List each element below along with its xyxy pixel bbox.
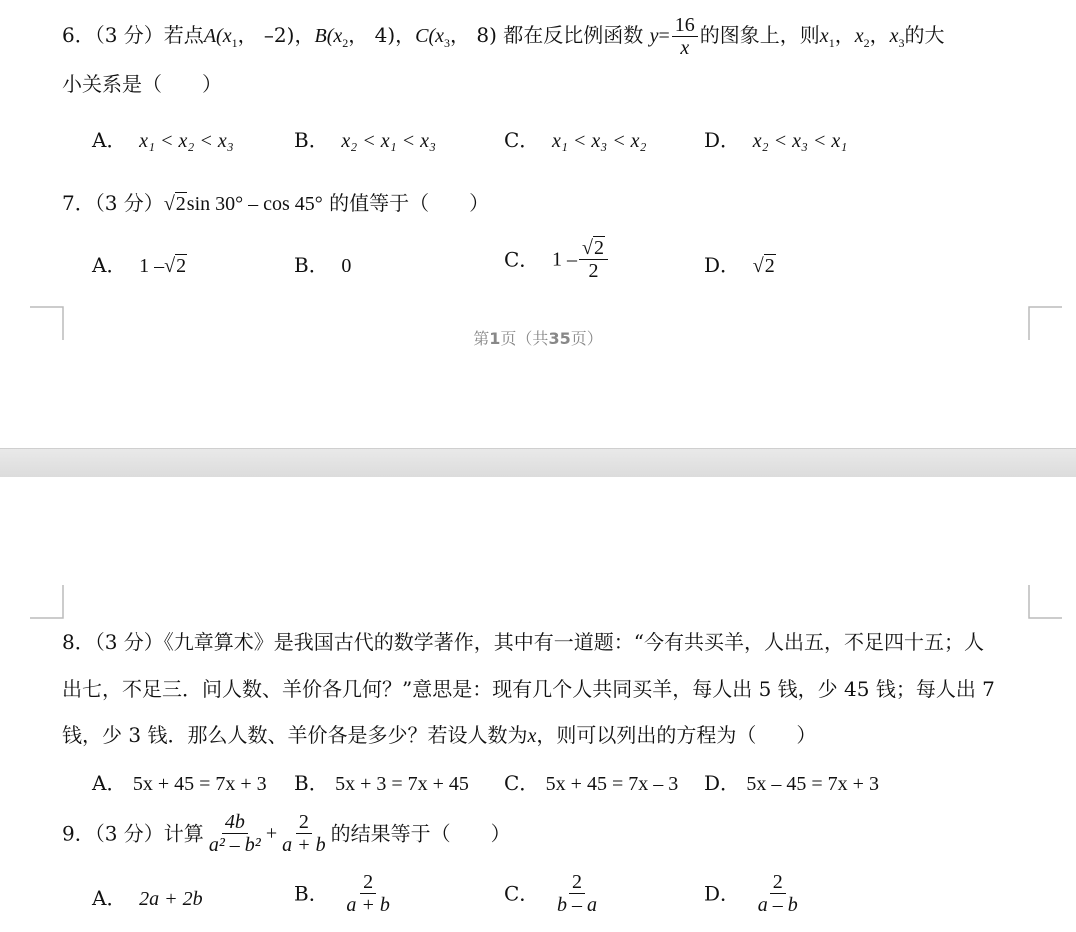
margin-corner-mark [30,585,64,619]
var-x1: x [819,25,829,47]
option-label: D． [704,881,741,906]
option-expr: 5x + 45 = 7x + 3 [132,773,267,795]
frac-den: a – b [757,894,798,916]
frac-num: 4b [222,811,248,834]
question-6-option-c[interactable] [504,126,647,155]
option-expr: 2a + 2b [139,888,203,910]
question-6-option-a[interactable] [92,126,234,155]
sqrt-2: √2 [752,255,775,277]
frac-num: 16 [672,14,698,37]
option-label: A． [92,253,127,277]
question-7-number: 7．（3 分） [62,191,164,215]
question-8-option-d[interactable] [704,769,879,798]
option-expr: 0 [341,255,352,277]
option-label: C． [504,881,540,906]
radicand: 2 [176,255,187,277]
var-x: x [527,725,537,747]
fraction-16-over-x [672,14,698,59]
question-8-option-c[interactable] [504,769,678,798]
frac-num: 2 [569,871,585,894]
var-x3: x [889,25,899,47]
sep-2: ， [869,23,890,47]
func-y: y [649,25,659,47]
option-label: B． [294,771,329,795]
option-fraction [554,871,600,916]
page-separator [0,448,1076,478]
question-6-option-b[interactable] [294,126,436,155]
option-expr: x₁ < x₃ < x₂ [552,130,647,152]
question-6-number: 6．（3 分）若点 [62,23,204,47]
question-7-option-b[interactable] [294,251,351,280]
margin-corner-mark [1028,585,1062,619]
point-a-x: (x [216,25,232,47]
point-b-rest: ， 4)， [348,23,416,47]
sep-1: ， [834,23,855,47]
option-label: B． [294,253,329,277]
question-8-option-a[interactable] [92,769,267,798]
frac-den: a + b [282,834,326,856]
option-expr: x₁ < x₂ < x₃ [139,130,234,152]
sqrt-2: √2 [163,193,186,215]
option-expr: 5x + 45 = 7x – 3 [545,773,679,795]
option-expr: 5x + 3 = 7x + 45 [335,773,469,795]
sqrt-2: √2 [164,255,187,277]
option-label: A． [92,886,127,910]
option-expr: 1 – [139,255,165,277]
question-7-option-d[interactable] [704,251,776,280]
point-c-x: (x [428,25,445,47]
frac-num: √2 [579,237,608,260]
radicand: 2 [175,193,186,215]
question-9-option-b[interactable] [294,871,395,916]
footer-text: 第 [473,329,490,348]
option-label: A． [92,771,127,795]
question-6-option-d[interactable] [704,126,847,155]
frac-den: a + b [346,894,390,916]
option-label: B． [294,881,329,906]
question-9-stem [62,811,511,856]
question-7-option-c[interactable] [504,237,610,282]
document-page-2 [0,477,1076,932]
question-9-option-c[interactable] [504,871,602,916]
frac-num: 2 [296,811,312,834]
line3-text: 钱，少 3 钱．那么人数、羊价各是多少？若设人数为 [62,723,528,747]
line3-text: ，则可以列出的方程为（ ） [536,723,817,747]
question-6-after: 的图象上，则 [699,23,820,47]
plus-sign: + [265,822,278,845]
question-9-option-a[interactable] [92,884,203,913]
footer-text: 页） [570,329,603,348]
point-b: B [314,25,327,47]
point-a: A [203,25,217,47]
frac-num: 2 [360,871,376,894]
var-x2: x [854,25,864,47]
footer-page-number: 1 [489,329,501,348]
footer-text: 页（共 [500,329,549,348]
option-label: A． [92,128,127,152]
option-label: D． [704,771,741,795]
point-c: C [415,25,429,47]
fraction-sqrt2-over-2 [579,237,608,282]
point-b-x: (x [326,25,343,47]
question-7-expr: sin 30° – cos 45° [186,193,323,215]
radicand: 2 [764,255,775,277]
point-c-rest: ， 8) 都在反比例函数 [450,23,644,47]
fraction-4b-over-a2-b2 [206,811,264,856]
option-fraction [755,871,801,916]
frac-den: x [680,37,690,59]
question-8-option-b[interactable] [294,769,469,798]
question-8-stem-line1: 8．（3 分）《九章算术》是我国古代的数学著作，其中有一道题：“今有共买羊，人出五，不足四十五；人 [62,630,985,654]
radicand: 2 [594,237,605,259]
option-expr: x₂ < x₁ < x₃ [341,130,436,152]
frac-den: b – a [557,894,598,916]
option-label: D． [704,128,741,152]
question-7-stem [62,189,489,218]
question-8-stem-line2: 出七，不足三．问人数、羊价各几何？”意思是：现有几个人共同买羊，每人出 5 钱，少 45 钱；每人出 7 [62,677,995,701]
option-label: C． [504,128,540,152]
frac-den: a² – b² [208,834,261,856]
question-7-option-a[interactable] [92,251,187,280]
question-9-tail: 的结果等于（ ） [330,821,511,846]
document-page-1 [0,0,1076,448]
page-footer [0,326,1076,349]
option-fraction [343,871,393,916]
question-6-stem-line2: 小关系是（ ） [62,72,222,96]
question-6-tail: 的大 [904,23,945,47]
frac-den: 2 [588,260,599,282]
frac-num: 2 [770,871,786,894]
point-a-rest: ， –2)， [237,23,315,47]
fraction-2-over-a-plus-b [279,811,329,856]
option-expr: 5x – 45 = 7x + 3 [746,773,879,795]
question-7-tail: 的值等于（ ） [329,191,490,215]
footer-total-pages: 35 [548,329,571,348]
option-label: B． [294,128,329,152]
question-8-stem-line3 [62,721,816,750]
question-6-stem: 6．（3 分）若点$A(x_1$， –2)，$B(x_2$， 4)，$C(x_3$， 8) 都在反比例函数 y= $\frac{16}{x}$ 的图象上，则$x_1$，$x_2$，$x_3$的大 [62,14,945,59]
question-9-number: 9．（3 分）计算 [62,821,204,846]
option-label: C． [504,247,540,272]
option-expr: 1 – [552,248,578,271]
option-expr: x₂ < x₃ < x₁ [752,130,848,152]
question-9-option-d[interactable] [704,871,803,916]
func-eq: = [658,25,670,47]
option-label: D． [704,253,741,277]
option-label: C． [504,771,540,795]
